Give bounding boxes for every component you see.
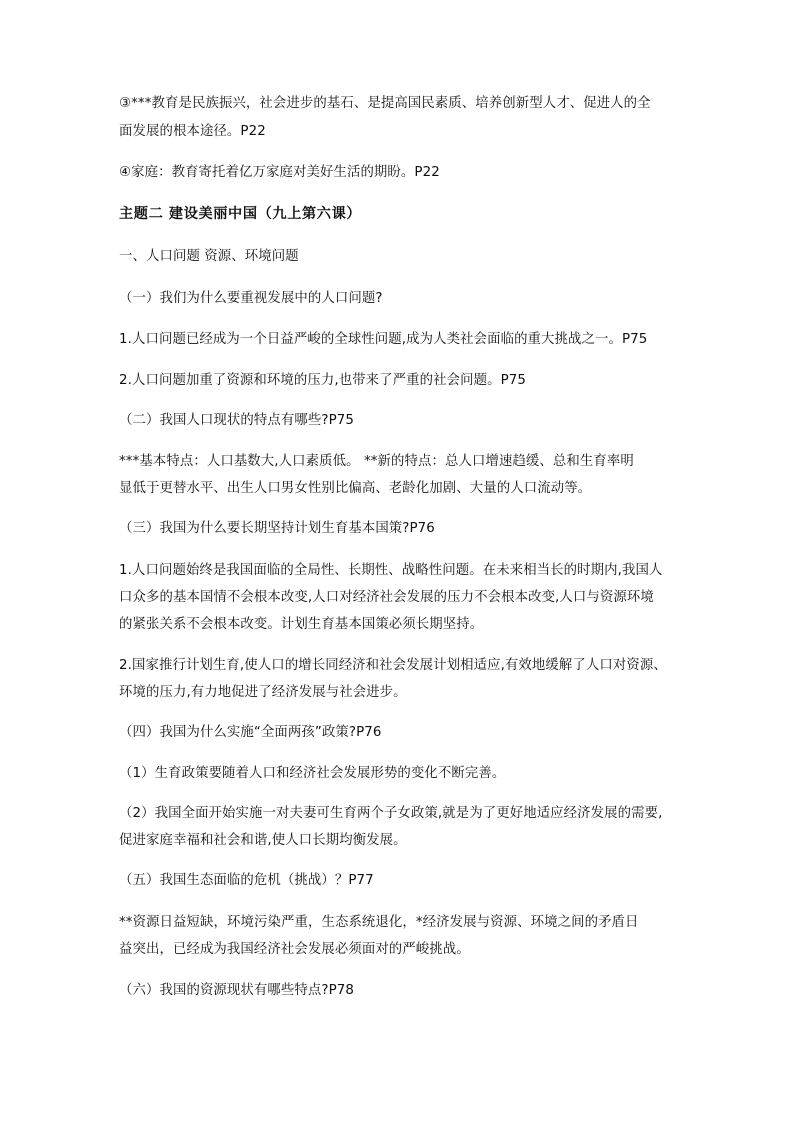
answer-2-line-2: 显低于更替水平、出生人口男女性别比偏高、老龄化加剧、大量的人口流动等。 bbox=[119, 481, 592, 496]
answer-3-point-1-line-1: 1.人口问题始终是我国面临的全局性、长期性、战略性问题。在未来相当长的时期内,我国人 bbox=[119, 563, 663, 578]
answer-1-point-1: 1.人口问题已经成为一个日益严峻的全球性问题,成为人类社会面临的重大挑战之一。P75 bbox=[119, 332, 648, 347]
section-heading: 一、人口问题 资源、环境问题 bbox=[119, 249, 299, 264]
answer-2-line-1: ***基本特点：人口基数大,人口素质低。 **新的特点：总人口增速趋缓、总和生育率明 bbox=[119, 454, 634, 469]
answer-3-point-1-line-3: 的紧张关系不会根本改变。计划生育基本国策必须长期坚持。 bbox=[119, 617, 484, 632]
paragraph-education-line-1: ③***教育是民族振兴，社会进步的基石、是提高国民素质、培养创新型人才、促进人的全 bbox=[119, 96, 651, 111]
answer-4-point-2-line-2: 促进家庭幸福和社会和谐,使人口长期均衡发展。 bbox=[119, 833, 407, 848]
answer-5-line-2: 益突出，已经成为我国经济社会发展必须面对的严峻挑战。 bbox=[119, 942, 470, 957]
answer-4-point-1: （1）生育政策要随着人口和经济社会发展形势的变化不断完善。 bbox=[119, 766, 506, 781]
answer-3-point-2-line-2: 环境的压力,有力地促进了经济发展与社会进步。 bbox=[119, 685, 407, 700]
question-5: （五）我国生态面临的危机（挑战）？P77 bbox=[119, 873, 374, 888]
answer-3-point-2-line-1: 2.国家推行计划生育,使人口的增长同经济和社会发展计划相适应,有效地缓解了人口对资源、 bbox=[119, 658, 667, 673]
question-4: （四）我国为什么实施“全面两孩”政策?P76 bbox=[119, 725, 382, 740]
question-1: （一）我们为什么要重视发展中的人口问题? bbox=[119, 291, 383, 306]
paragraph-family: ④家庭：教育寄托着亿万家庭对美好生活的期盼。P22 bbox=[119, 165, 440, 180]
question-2: （二）我国人口现状的特点有哪些?P75 bbox=[119, 413, 354, 428]
theme-heading: 主题二 建设美丽中国（九上第六课） bbox=[119, 206, 362, 222]
answer-3-point-1-line-2: 口众多的基本国情不会根本改变,人口对经济社会发展的压力不会根本改变,人口与资源环境 bbox=[119, 590, 654, 605]
answer-5-line-1: **资源日益短缺，环境污染严重，生态系统退化，*经济发展与资源、环境之间的矛盾日 bbox=[119, 915, 639, 930]
question-6: （六）我国的资源现状有哪些特点?P78 bbox=[119, 983, 354, 998]
paragraph-education-line-2: 面发展的根本途径。P22 bbox=[119, 124, 266, 139]
question-3: （三）我国为什么要长期坚持计划生育基本国策?P76 bbox=[119, 521, 435, 536]
answer-4-point-2-line-1: （2）我国全面开始实施一对夫妻可生育两个子女政策,就是为了更好地适应经济发展的需要, bbox=[119, 806, 663, 821]
answer-1-point-2: 2.人口问题加重了资源和环境的压力,也带来了严重的社会问题。P75 bbox=[119, 373, 526, 388]
